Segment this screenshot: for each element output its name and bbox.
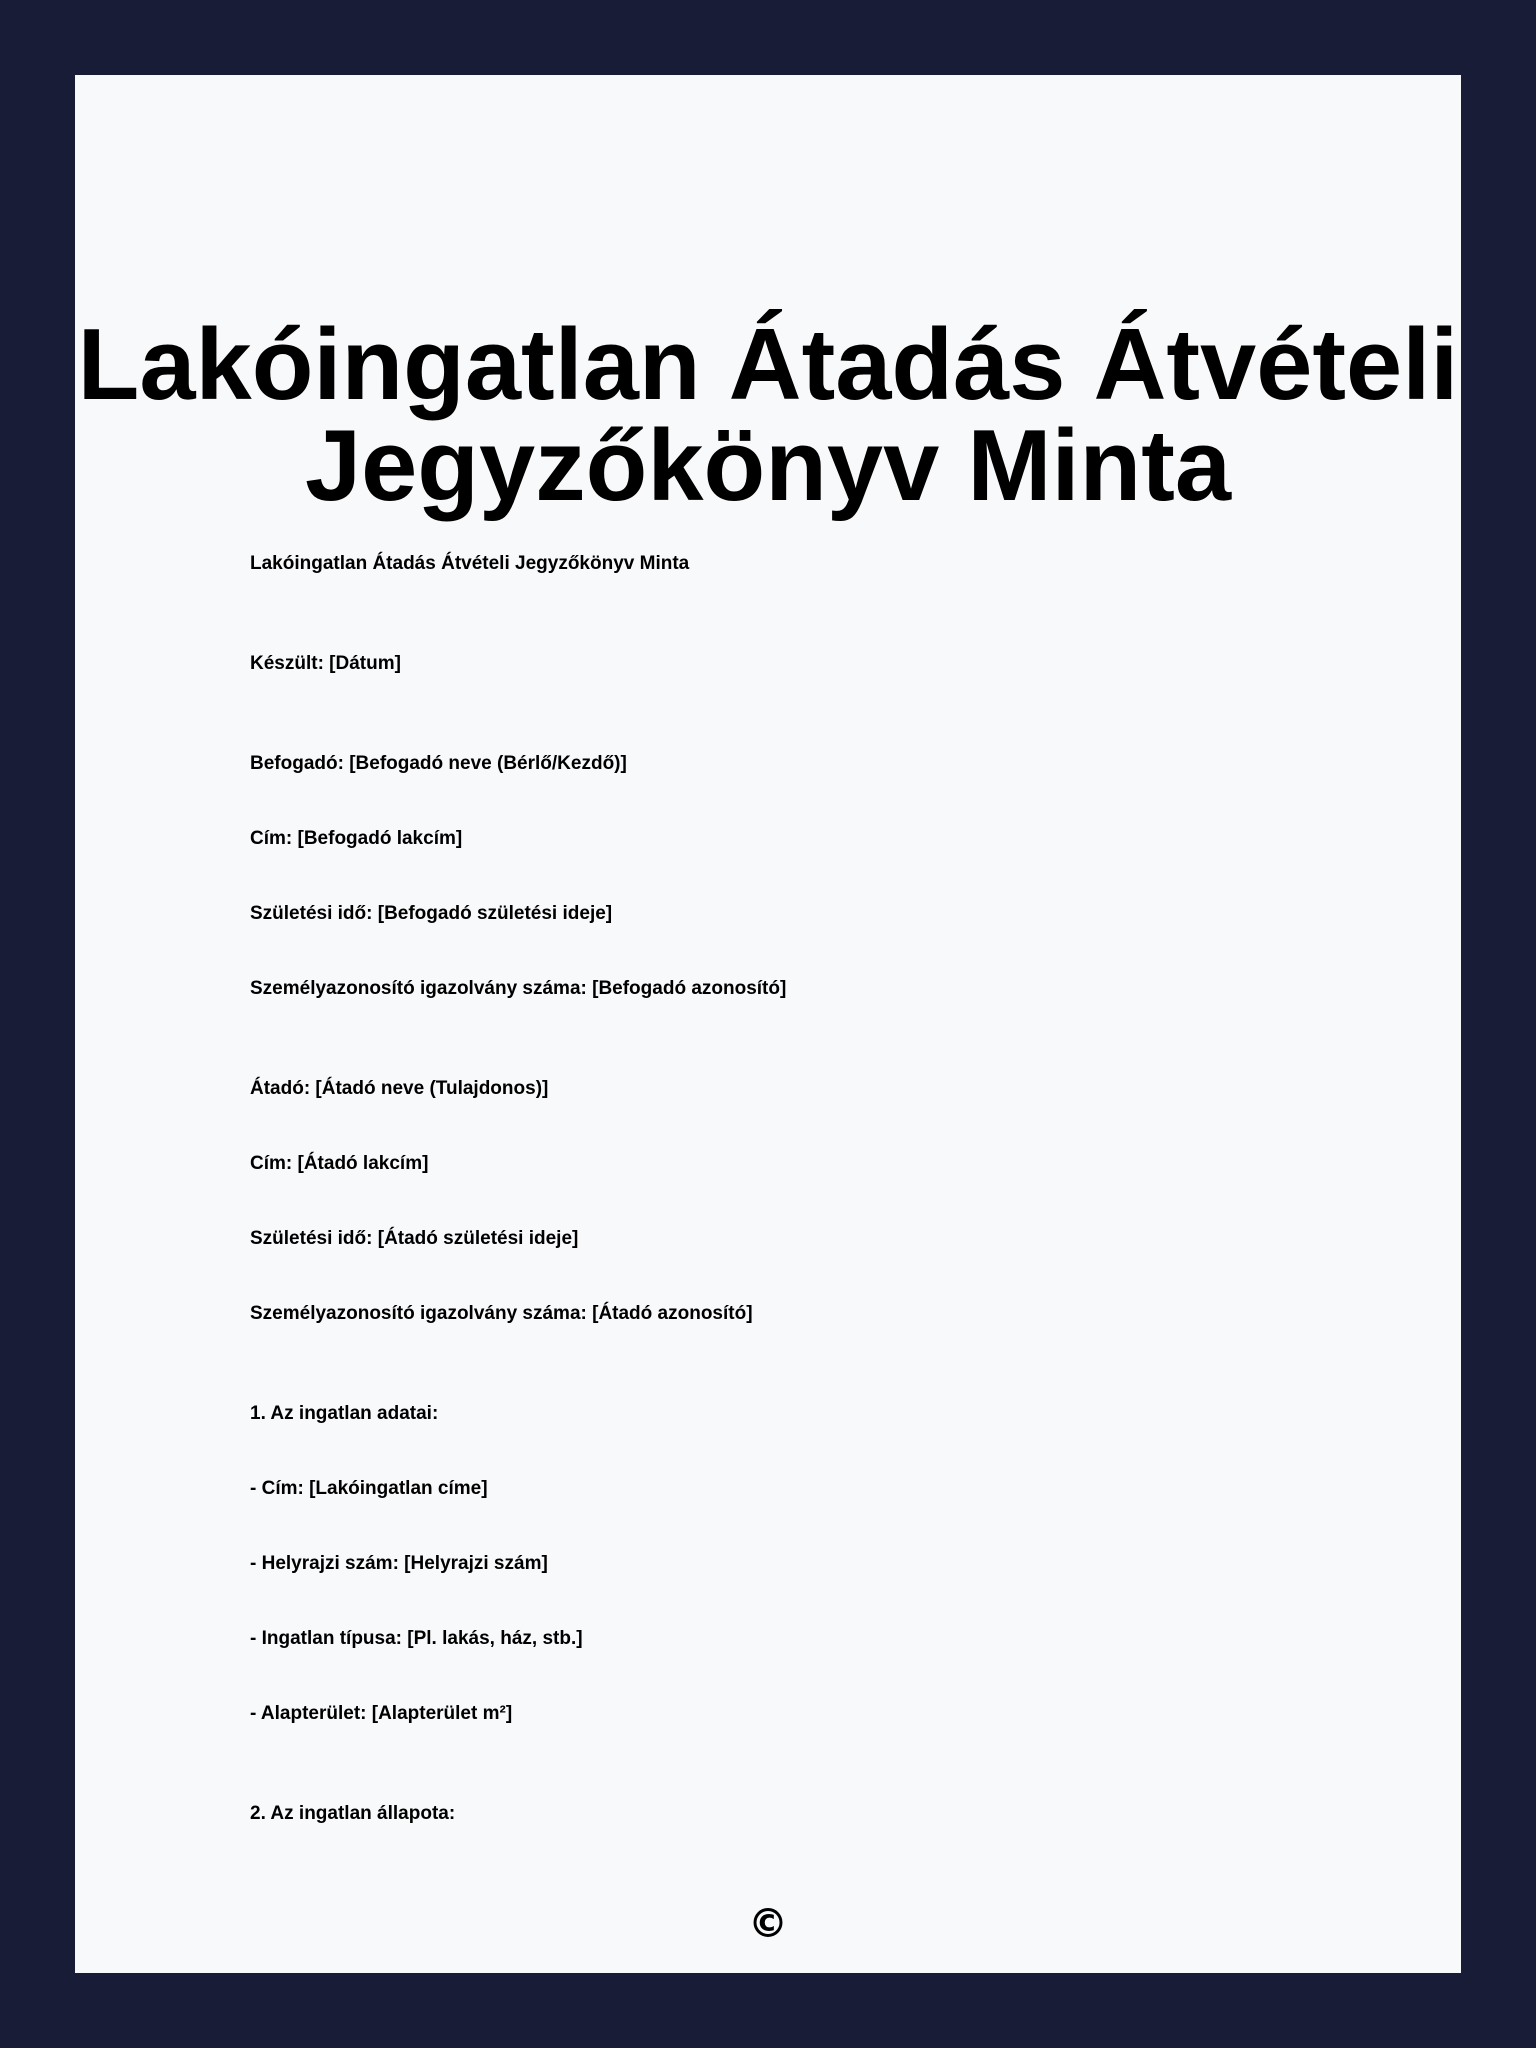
property-address: - Cím: [Lakóingatlan címe] — [250, 1478, 488, 1499]
copyright-icon: © — [748, 1901, 788, 1947]
property-area: - Alapterület: [Alapterület m²] — [250, 1703, 513, 1724]
section1-heading: 1. Az ingatlan adatai: — [250, 1403, 439, 1424]
transferor-id: Személyazonosító igazolvány száma: [Átadó azonosító] — [250, 1303, 753, 1324]
recipient-id: Személyazonosító igazolvány száma: [Befogadó azonosító] — [250, 978, 787, 999]
recipient-address: Cím: [Befogadó lakcím] — [250, 828, 463, 849]
transferor-address: Cím: [Átadó lakcím] — [250, 1153, 429, 1174]
section2-heading: 2. Az ingatlan állapota: — [250, 1803, 456, 1824]
recipient-name: Befogadó: [Befogadó neve (Bérlő/Kezdő)] — [250, 753, 627, 774]
transferor-name: Átadó: [Átadó neve (Tulajdonos)] — [250, 1078, 549, 1099]
recipient-birth-date: Születési idő: [Befogadó születési ideje] — [250, 903, 613, 924]
transferor-birth-date: Születési idő: [Átadó születési ideje] — [250, 1228, 579, 1249]
property-type: - Ingatlan típusa: [Pl. lakás, ház, stb.] — [250, 1628, 583, 1649]
document-title: Lakóingatlan Átadás Átvételi Jegyzőkönyv Minta — [77, 309, 1459, 522]
property-lot-number: - Helyrajzi szám: [Helyrajzi szám] — [250, 1553, 548, 1574]
date-line: Készült: [Dátum] — [250, 653, 401, 674]
document-heading: Lakóingatlan Átadás Átvételi Jegyzőkönyv Minta — [250, 553, 690, 574]
document-page — [75, 75, 1461, 1973]
